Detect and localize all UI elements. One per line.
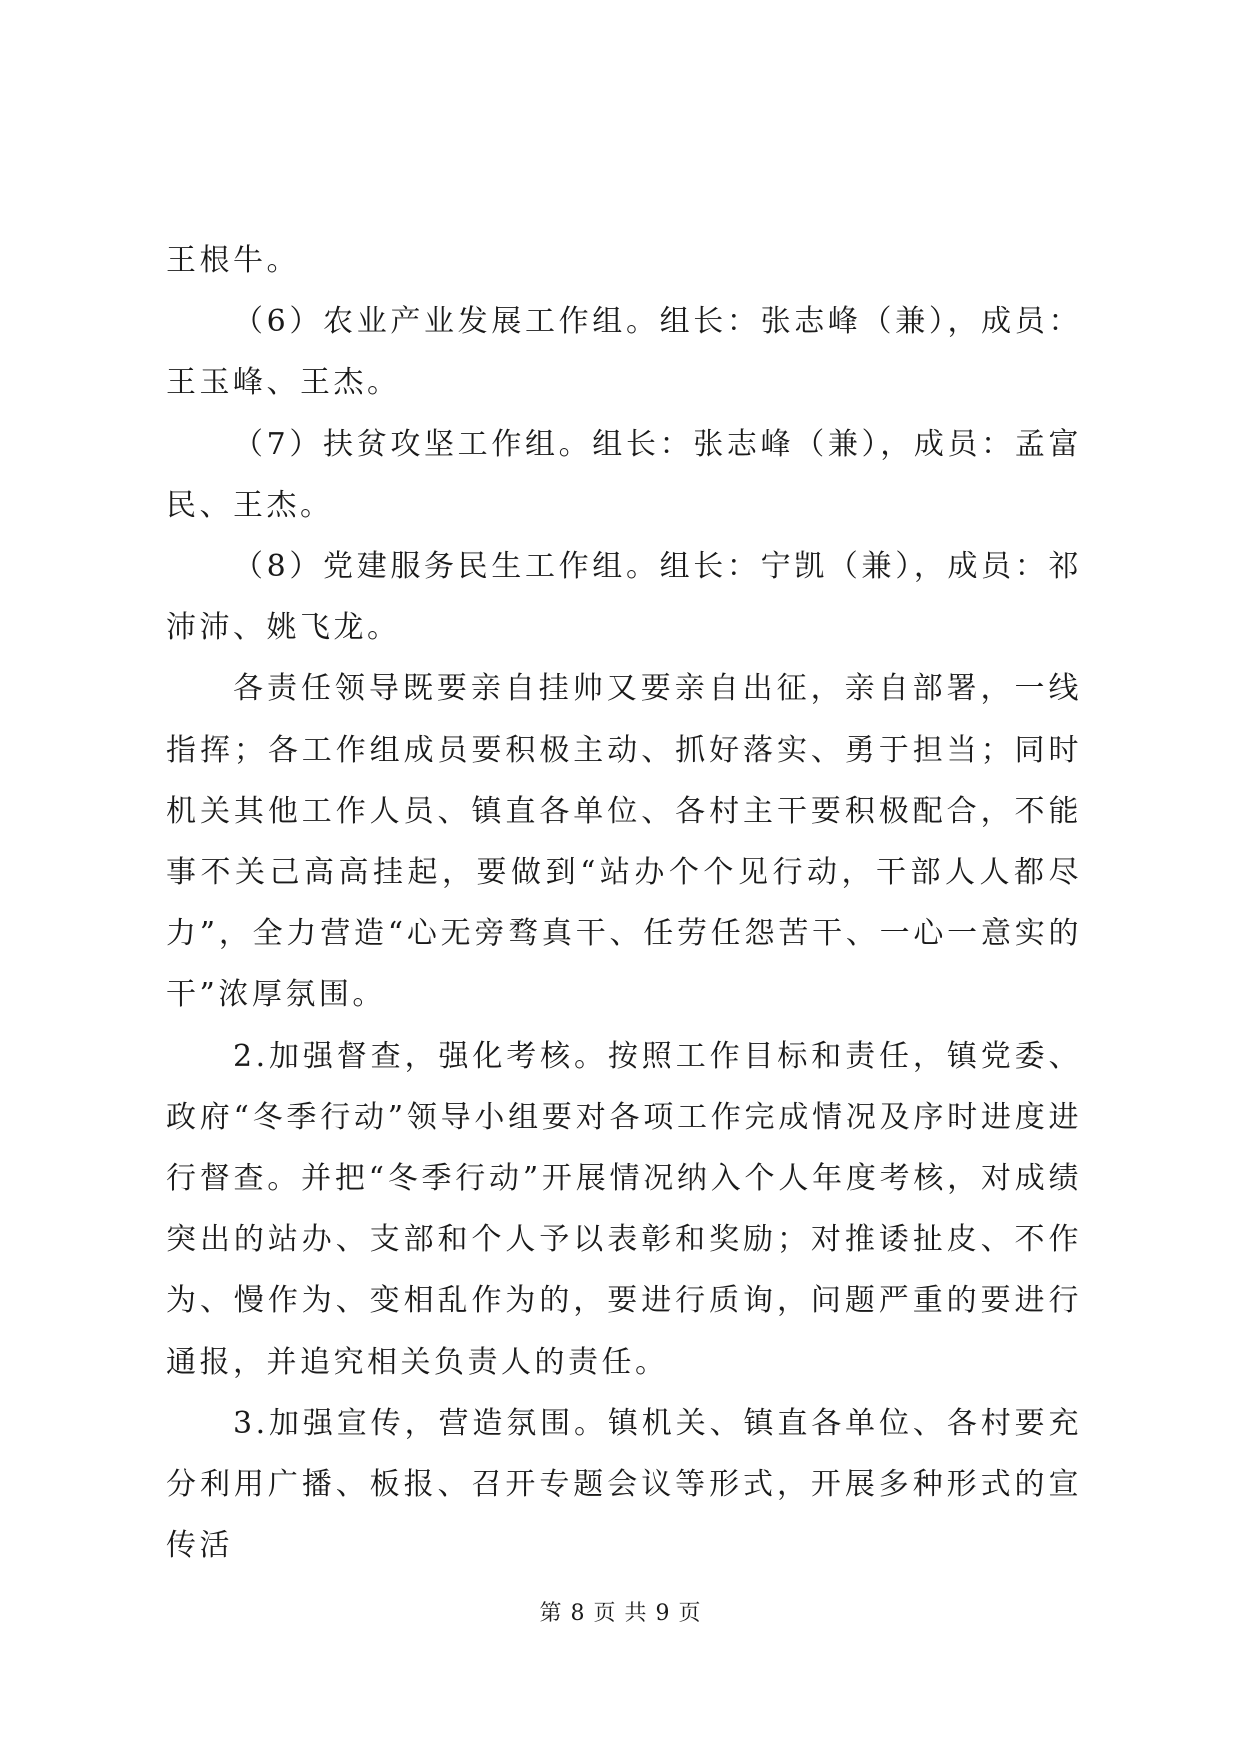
page-footer: 第 8 页 共 9 页 [539, 1601, 702, 1626]
paragraph-1: 王根牛。 [166, 243, 300, 278]
paragraph-3: （7）扶贫攻坚工作组。组长：张志峰（兼），成员：孟富民、王杰。 [166, 426, 1082, 523]
paragraph-2: （6）农业产业发展工作组。组长：张志峰（兼），成员：王玉峰、王杰。 [166, 304, 1082, 401]
paragraph-4: （8）党建服务民生工作组。组长：宁凯（兼），成员：祁沛沛、姚飞龙。 [166, 549, 1082, 646]
paragraph-6: 2.加强督查，强化考核。按照工作目标和责任，镇党委、政府“冬季行动”领导小组要对各项工作完成情况及序时进度进行督查。并把“冬季行动”开展情况纳入个人年度考核，对成绩突出的站办、支部和个人予以表彰和奖励；对推诿扯皮、不作为、慢作为、变相乱作为的，要进行质询，问题严重的要进行通报，并追究相关负责人的责任。 [166, 1038, 1082, 1380]
paragraph-5: 各责任领导既要亲自挂帅又要亲自出征，亲自部署，一线指挥；各工作组成员要积极主动、抓好落实、勇于担当；同时机关其他工作人员、镇直各单位、各村主干要积极配合，不能事不关己高高挂起，要做到“站办个个见行动，干部人人都尽力”，全力营造“心无旁骛真干、任劳任怨苦干、一心一意实的干”浓厚氛围。 [166, 671, 1082, 1013]
paragraph-7: 3.加强宣传，营造氛围。镇机关、镇直各单位、各村要充分利用广播、板报、召开专题会议等形式，开展多种形式的宣传活 [166, 1405, 1082, 1564]
document-body [166, 230, 1082, 1576]
